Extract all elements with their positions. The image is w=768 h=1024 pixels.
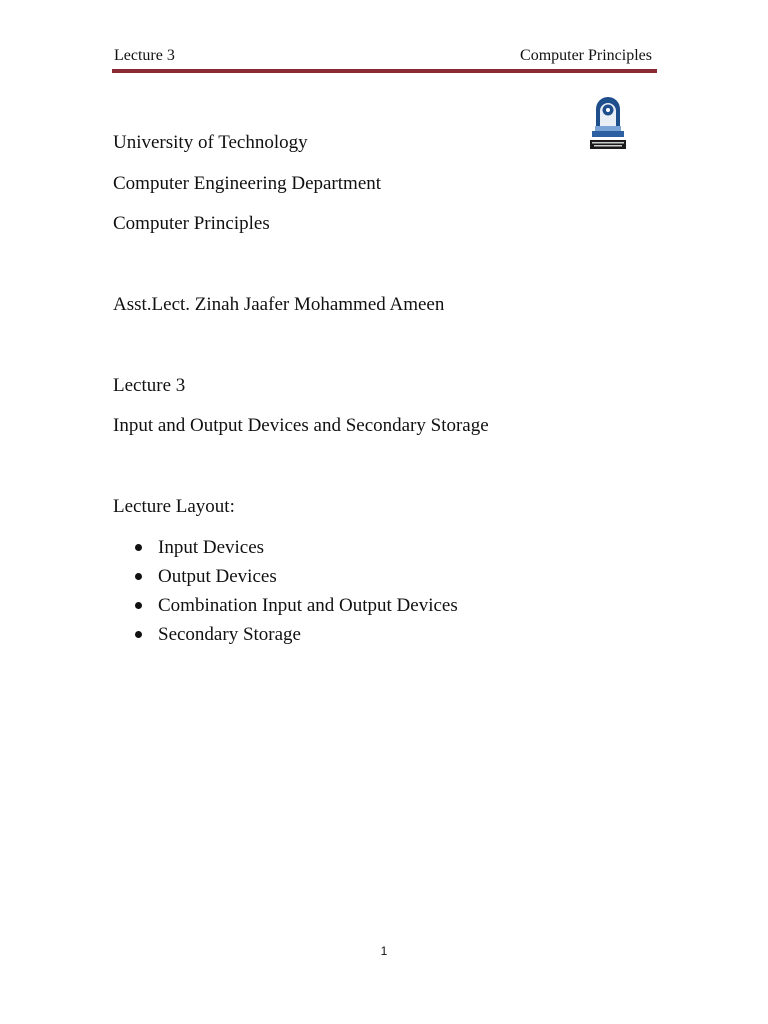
list-item-label: Input Devices [158, 537, 265, 558]
list-item-label: Combination Input and Output Devices [158, 595, 458, 616]
list-item [113, 565, 458, 594]
page-number: 1 [380, 944, 388, 958]
bullet-icon [135, 544, 142, 551]
header-lecture: Lecture 3 [114, 47, 175, 64]
header-course: Computer Principles [520, 47, 652, 64]
university-name: University of Technology [113, 132, 308, 153]
lecture-layout-list [113, 536, 458, 652]
bullet-icon [135, 602, 142, 609]
department-name: Computer Engineering Department [113, 173, 382, 194]
course-name: Computer Principles [113, 213, 270, 234]
bullet-icon [135, 631, 142, 638]
list-item [113, 623, 458, 652]
header-rule [112, 69, 657, 73]
list-item [113, 594, 458, 623]
lecture-topic: Input and Output Devices and Secondary Storage [113, 415, 489, 436]
layout-heading: Lecture Layout: [113, 496, 235, 517]
lecturer-name: Asst.Lect. Zinah Jaafer Mohammed Ameen [113, 294, 445, 315]
list-item-label: Output Devices [158, 566, 277, 587]
university-logo-icon [587, 91, 629, 153]
list-item-label: Secondary Storage [158, 624, 301, 645]
lecture-number: Lecture 3 [113, 375, 186, 396]
bullet-icon [135, 573, 142, 580]
list-item [113, 536, 458, 565]
